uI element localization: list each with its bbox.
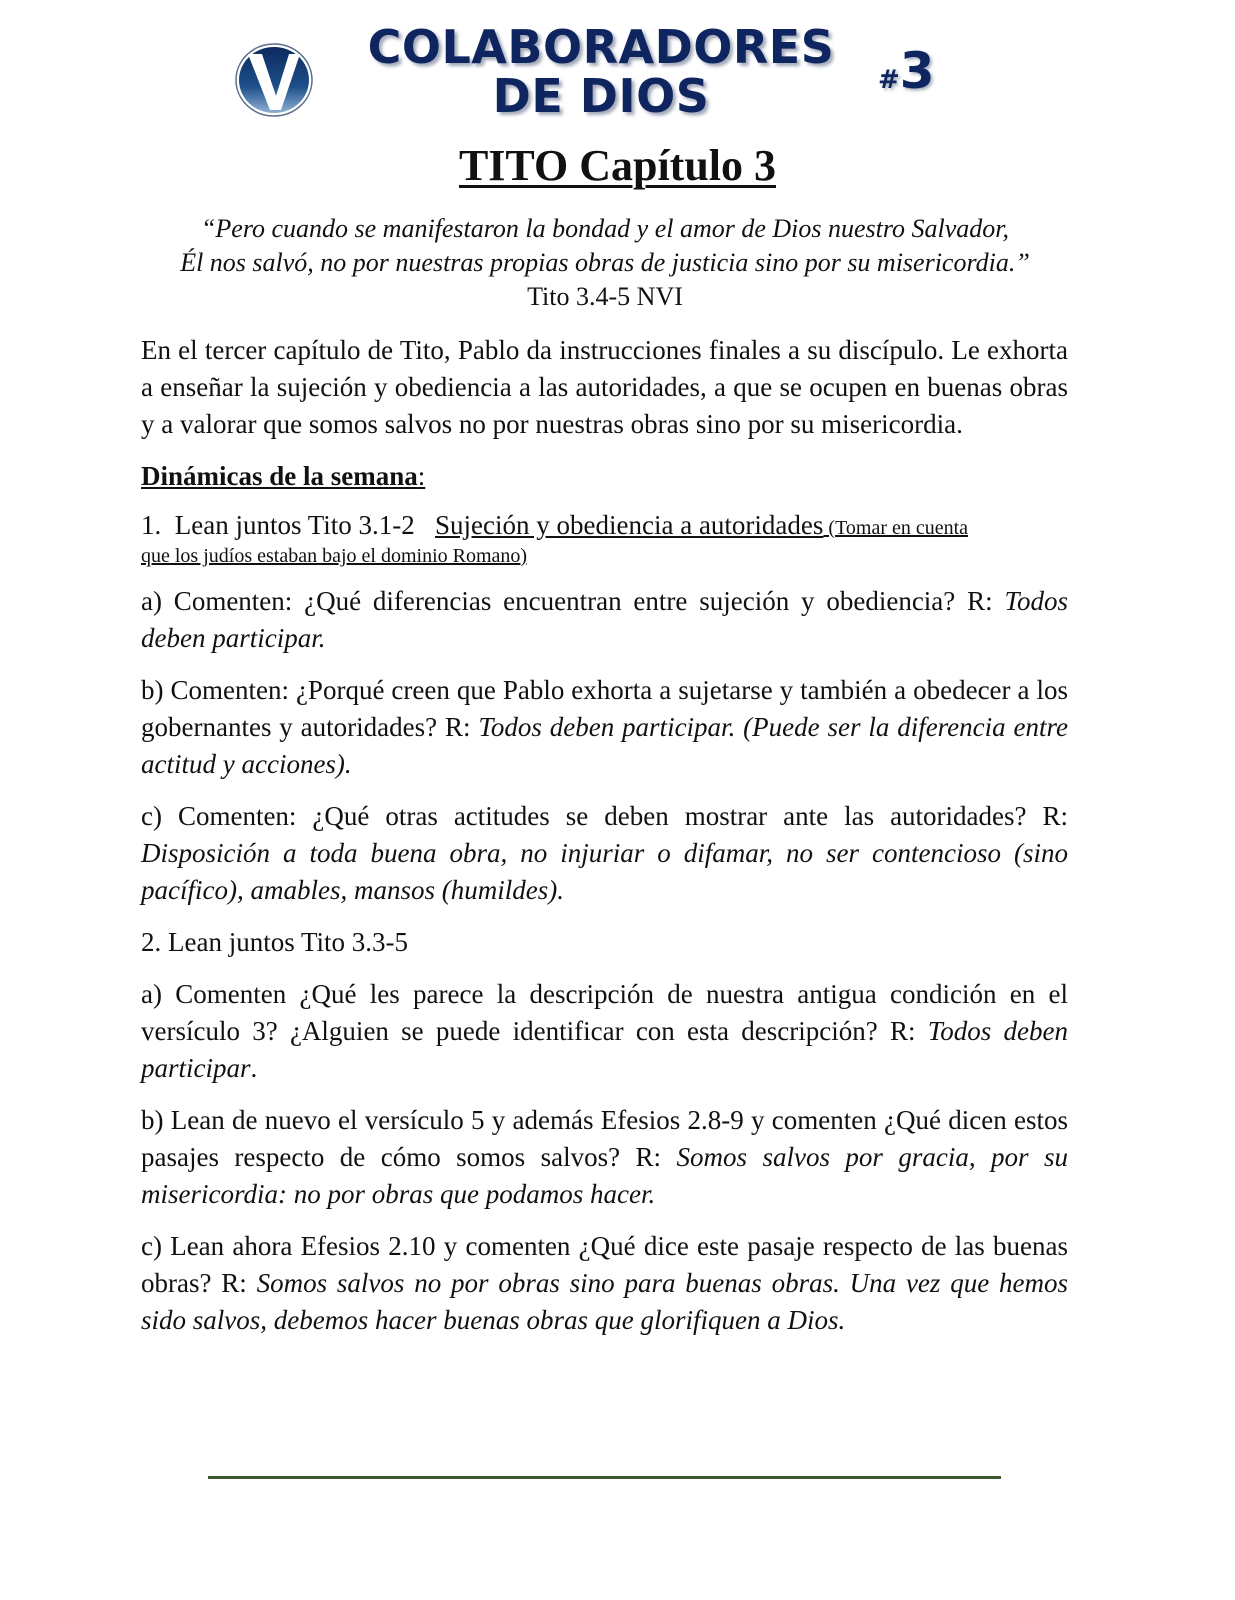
issue-hash: # [878, 65, 900, 95]
item-1-lead: 1. Lean juntos Tito 3.1-2 [141, 510, 436, 540]
item-2 [141, 924, 1068, 961]
issue-number [878, 42, 935, 100]
page-title-text: TITO Capítulo 3 [458, 141, 777, 190]
item-2-a-question: a) Comenten ¿Qué les parece la descripción de nuestra antigua condición en el versículo 3? ¿Alguien se puede identificar con esta descripción? R: [141, 979, 1068, 1046]
scripture-quote [140, 212, 1070, 314]
item-2-c [141, 1228, 1068, 1339]
quote-line-2: Él nos salvó, no por nuestras propias obras de justicia sino por su misericordia.” [180, 248, 1030, 277]
item-1-topic: Sujeción y obediencia a autoridades [435, 510, 824, 540]
issue-digit: 3 [899, 42, 935, 100]
quote-line-1: “Pero cuando se manifestaron la bondad y el amor de Dios nuestro Salvador, [200, 214, 1010, 243]
item-2-a [141, 976, 1068, 1087]
item-1-b-question: b) Comenten: ¿Porqué creen que Pablo exhorta a sujetarse y también a obedecer a los gobernantes y autoridades? R: [141, 675, 1068, 742]
quote-reference: Tito 3.4-5 NVI [527, 282, 683, 311]
item-1-a [141, 583, 1068, 657]
dynamics-heading-colon: : [417, 461, 426, 491]
brand-line-1: COLABORADORES [367, 20, 835, 74]
page-title [0, 140, 1235, 191]
footer-divider [208, 1476, 1001, 1479]
dynamics-heading [141, 458, 1068, 495]
item-2-b [141, 1102, 1068, 1213]
item-1-a-question: a) Comenten: ¿Qué diferencias encuentran entre sujeción y obediencia? R: [141, 586, 1005, 616]
item-2-a-answer: Todos deben participar [141, 1016, 1068, 1083]
brand-line-2: DE DIOS [492, 69, 710, 123]
item-2-c-question: c) Lean ahora Efesios 2.10 y comenten ¿Qué dice este pasaje respecto de las buenas obras? R: [141, 1231, 1068, 1298]
page-header [230, 22, 970, 127]
item-2-a-end: . [250, 1053, 258, 1083]
item-2-c-answer: Somos salvos no por obras sino para buenas obras. Una vez que hemos sido salvos, debemos hacer buenas obras que glorifiquen a Dios. [141, 1268, 1068, 1335]
item-1-note-b: que los judíos estaban bajo el dominio Romano) [141, 545, 528, 567]
intro-paragraph: En el tercer capítulo de Tito, Pablo da instrucciones finales a su discípulo. Le exhorta a enseñar la sujeción y obediencia a las autoridades, a que se ocupen en buenas obras y a valorar que somos salvos no por nuestras obras sino por su misericordia. [141, 335, 1068, 439]
item-1-note-a: (Tomar en cuenta [823, 517, 969, 539]
brand-title [316, 20, 886, 123]
item-1-b [141, 672, 1068, 783]
item-1 [141, 507, 1068, 569]
item-2-lead: 2. Lean juntos Tito 3.3-5 [141, 927, 409, 957]
item-1-c [141, 798, 1068, 909]
v-logo-icon [234, 40, 314, 120]
item-1-b-answer: Todos deben participar. (Puede ser la diferencia entre actitud y acciones). [141, 712, 1068, 779]
item-1-a-answer: Todos deben participar. [141, 586, 1068, 653]
dynamics-heading-text: Dinámicas de la semana [141, 461, 418, 491]
item-2-b-question: b) Lean de nuevo el versículo 5 y además Efesios 2.8-9 y comenten ¿Qué dicen estos pasajes respecto de cómo somos salvos? R: [141, 1105, 1068, 1172]
document-body [141, 332, 1068, 1354]
item-1-c-answer: Disposición a toda buena obra, no injuriar o difamar, no ser contencioso (sino pacífico), amables, mansos (humildes). [141, 838, 1068, 905]
item-1-c-question: c) Comenten: ¿Qué otras actitudes se deben mostrar ante las autoridades? R: [141, 801, 1068, 831]
item-2-b-answer: Somos salvos por gracia, por su misericordia: no por obras que podamos hacer. [141, 1142, 1068, 1209]
